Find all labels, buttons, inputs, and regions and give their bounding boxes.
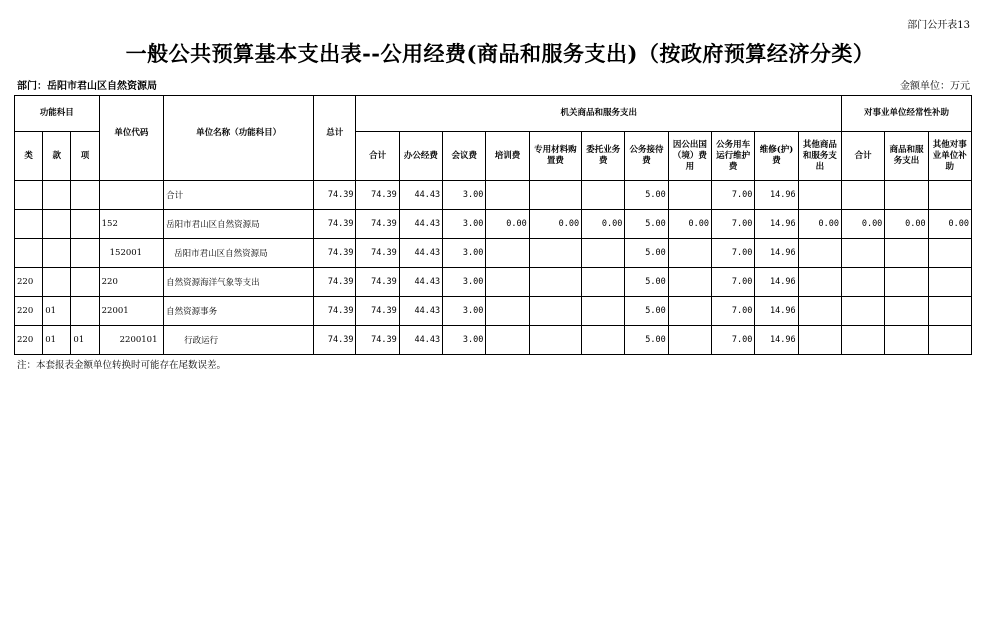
department-label: 部门：岳阳市君山区自然资源局 bbox=[17, 81, 157, 92]
xiang-cell: 01 bbox=[71, 326, 99, 355]
office-cell: 44.43 bbox=[399, 268, 442, 297]
repair-header: 维修(护)费 bbox=[755, 132, 798, 181]
entrusted-cell: 0.00 bbox=[582, 210, 625, 239]
repair-cell: 14.96 bbox=[755, 297, 798, 326]
materials-cell bbox=[529, 181, 581, 210]
vehicle-header: 公务用车运行维护费 bbox=[712, 132, 755, 181]
training-header: 培训费 bbox=[486, 132, 529, 181]
repair-cell: 14.96 bbox=[755, 268, 798, 297]
amount-unit-label: 金额单位：万元 bbox=[900, 81, 970, 92]
sub-total-cell: 0.00 bbox=[842, 210, 885, 239]
materials-cell bbox=[529, 297, 581, 326]
other-goods-header: 其他商品和服务支出 bbox=[798, 132, 841, 181]
entrusted-cell bbox=[582, 239, 625, 268]
meeting-cell: 3.00 bbox=[443, 210, 486, 239]
abroad-cell bbox=[668, 239, 711, 268]
materials-header: 专用材料购置费 bbox=[529, 132, 581, 181]
entrusted-header: 委托业务费 bbox=[582, 132, 625, 181]
sub-other-header: 其他对事业单位补助 bbox=[928, 132, 971, 181]
abroad-cell bbox=[668, 181, 711, 210]
report-number-label: 部门公开表13 bbox=[907, 20, 970, 31]
total-cell: 74.39 bbox=[314, 268, 356, 297]
sub-goods-cell bbox=[885, 181, 928, 210]
sub-goods-cell bbox=[885, 268, 928, 297]
code-cell: 22001 bbox=[99, 297, 163, 326]
org-total-cell: 74.39 bbox=[356, 268, 399, 297]
abroad-cell bbox=[668, 326, 711, 355]
xiang-cell bbox=[71, 239, 99, 268]
sub-goods-cell bbox=[885, 239, 928, 268]
meeting-cell: 3.00 bbox=[443, 181, 486, 210]
org-total-header: 合计 bbox=[356, 132, 399, 181]
entrusted-cell bbox=[582, 297, 625, 326]
kuan-cell: 01 bbox=[43, 326, 71, 355]
reception-cell: 5.00 bbox=[625, 268, 668, 297]
kuan-header: 款 bbox=[43, 132, 71, 181]
repair-cell: 14.96 bbox=[755, 181, 798, 210]
org-total-cell: 74.39 bbox=[356, 239, 399, 268]
org-total-cell: 74.39 bbox=[356, 297, 399, 326]
reception-cell: 5.00 bbox=[625, 326, 668, 355]
office-cell: 44.43 bbox=[399, 181, 442, 210]
materials-cell bbox=[529, 326, 581, 355]
kuan-cell: 01 bbox=[43, 297, 71, 326]
total-cell: 74.39 bbox=[314, 210, 356, 239]
lei-cell: 220 bbox=[15, 268, 43, 297]
entrusted-cell bbox=[582, 326, 625, 355]
vehicle-cell: 7.00 bbox=[712, 268, 755, 297]
sub-goods-cell: 0.00 bbox=[885, 210, 928, 239]
vehicle-cell: 7.00 bbox=[712, 326, 755, 355]
office-cell: 44.43 bbox=[399, 239, 442, 268]
other-goods-cell bbox=[798, 239, 841, 268]
training-cell: 0.00 bbox=[486, 210, 529, 239]
meeting-cell: 3.00 bbox=[443, 239, 486, 268]
lei-cell bbox=[15, 239, 43, 268]
lei-cell bbox=[15, 210, 43, 239]
org-total-cell: 74.39 bbox=[356, 210, 399, 239]
page-title: 一般公共预算基本支出表--公用经费(商品和服务支出)（按政府预算经济分类） bbox=[125, 41, 875, 66]
xiang-header: 项 bbox=[71, 132, 99, 181]
reception-header: 公务接待费 bbox=[625, 132, 668, 181]
footnote: 注：本套报表金额单位转换时可能存在尾数误差。 bbox=[17, 360, 227, 371]
total-header: 总计 bbox=[314, 96, 356, 181]
subsidy-header: 对事业单位经常性补助 bbox=[842, 96, 972, 132]
name-cell: 合计 bbox=[164, 181, 314, 210]
materials-cell: 0.00 bbox=[529, 210, 581, 239]
sub-total-header: 合计 bbox=[842, 132, 885, 181]
sub-goods-header: 商品和服务支出 bbox=[885, 132, 928, 181]
total-cell: 74.39 bbox=[314, 297, 356, 326]
code-cell: 220 bbox=[99, 268, 163, 297]
training-cell bbox=[486, 297, 529, 326]
sub-total-cell bbox=[842, 268, 885, 297]
org-total-cell: 74.39 bbox=[356, 181, 399, 210]
reception-cell: 5.00 bbox=[625, 239, 668, 268]
other-goods-cell bbox=[798, 297, 841, 326]
code-cell: 2200101 bbox=[99, 326, 163, 355]
code-cell: 152001 bbox=[99, 239, 163, 268]
sub-goods-cell bbox=[885, 326, 928, 355]
sub-other-cell bbox=[928, 297, 971, 326]
training-cell bbox=[486, 239, 529, 268]
office-cell: 44.43 bbox=[399, 297, 442, 326]
other-goods-cell bbox=[798, 326, 841, 355]
office-header: 办公经费 bbox=[399, 132, 442, 181]
materials-cell bbox=[529, 239, 581, 268]
meeting-header: 会议费 bbox=[443, 132, 486, 181]
vehicle-cell: 7.00 bbox=[712, 239, 755, 268]
org-total-cell: 74.39 bbox=[356, 326, 399, 355]
total-cell: 74.39 bbox=[314, 326, 356, 355]
table-row bbox=[15, 181, 972, 210]
vehicle-cell: 7.00 bbox=[712, 210, 755, 239]
repair-cell: 14.96 bbox=[755, 326, 798, 355]
reception-cell: 5.00 bbox=[625, 297, 668, 326]
abroad-cell bbox=[668, 268, 711, 297]
vehicle-cell: 7.00 bbox=[712, 181, 755, 210]
lei-cell: 220 bbox=[15, 297, 43, 326]
repair-cell: 14.96 bbox=[755, 210, 798, 239]
lei-cell bbox=[15, 181, 43, 210]
sub-goods-cell bbox=[885, 297, 928, 326]
sub-other-cell: 0.00 bbox=[928, 210, 971, 239]
xiang-cell bbox=[71, 297, 99, 326]
meeting-cell: 3.00 bbox=[443, 326, 486, 355]
sub-other-cell bbox=[928, 239, 971, 268]
sub-other-cell bbox=[928, 326, 971, 355]
budget-table bbox=[14, 95, 972, 355]
training-cell bbox=[486, 181, 529, 210]
training-cell bbox=[486, 268, 529, 297]
entrusted-cell bbox=[582, 268, 625, 297]
sub-total-cell bbox=[842, 326, 885, 355]
meeting-cell: 3.00 bbox=[443, 268, 486, 297]
other-goods-cell bbox=[798, 268, 841, 297]
table-row bbox=[15, 297, 972, 326]
vehicle-cell: 7.00 bbox=[712, 297, 755, 326]
total-cell: 74.39 bbox=[314, 239, 356, 268]
other-goods-cell: 0.00 bbox=[798, 210, 841, 239]
name-cell: 行政运行 bbox=[164, 326, 314, 355]
abroad-cell: 0.00 bbox=[668, 210, 711, 239]
sub-total-cell bbox=[842, 181, 885, 210]
materials-cell bbox=[529, 268, 581, 297]
org-goods-header: 机关商品和服务支出 bbox=[356, 96, 842, 132]
table-row bbox=[15, 210, 972, 239]
training-cell bbox=[486, 326, 529, 355]
sub-other-cell bbox=[928, 268, 971, 297]
office-cell: 44.43 bbox=[399, 210, 442, 239]
kuan-cell bbox=[43, 210, 71, 239]
meeting-cell: 3.00 bbox=[443, 297, 486, 326]
entrusted-cell bbox=[582, 181, 625, 210]
kuan-cell bbox=[43, 268, 71, 297]
repair-cell: 14.96 bbox=[755, 239, 798, 268]
reception-cell: 5.00 bbox=[625, 210, 668, 239]
other-goods-cell bbox=[798, 181, 841, 210]
abroad-header: 因公出国（境）费用 bbox=[668, 132, 711, 181]
office-cell: 44.43 bbox=[399, 326, 442, 355]
xiang-cell bbox=[71, 268, 99, 297]
table-row bbox=[15, 268, 972, 297]
func-subject-header: 功能科目 bbox=[15, 96, 100, 132]
code-cell: 152 bbox=[99, 210, 163, 239]
xiang-cell bbox=[71, 210, 99, 239]
abroad-cell bbox=[668, 297, 711, 326]
unit-name-header: 单位名称（功能科目） bbox=[164, 96, 314, 181]
xiang-cell bbox=[71, 181, 99, 210]
unit-code-header: 单位代码 bbox=[99, 96, 163, 181]
sub-total-cell bbox=[842, 239, 885, 268]
kuan-cell bbox=[43, 181, 71, 210]
name-cell: 岳阳市君山区自然资源局 bbox=[164, 239, 314, 268]
name-cell: 岳阳市君山区自然资源局 bbox=[164, 210, 314, 239]
reception-cell: 5.00 bbox=[625, 181, 668, 210]
name-cell: 自然资源事务 bbox=[164, 297, 314, 326]
table-row bbox=[15, 326, 972, 355]
lei-header: 类 bbox=[15, 132, 43, 181]
sub-other-cell bbox=[928, 181, 971, 210]
table-row bbox=[15, 239, 972, 268]
kuan-cell bbox=[43, 239, 71, 268]
name-cell: 自然资源海洋气象等支出 bbox=[164, 268, 314, 297]
total-cell: 74.39 bbox=[314, 181, 356, 210]
code-cell bbox=[99, 181, 163, 210]
sub-total-cell bbox=[842, 297, 885, 326]
lei-cell: 220 bbox=[15, 326, 43, 355]
